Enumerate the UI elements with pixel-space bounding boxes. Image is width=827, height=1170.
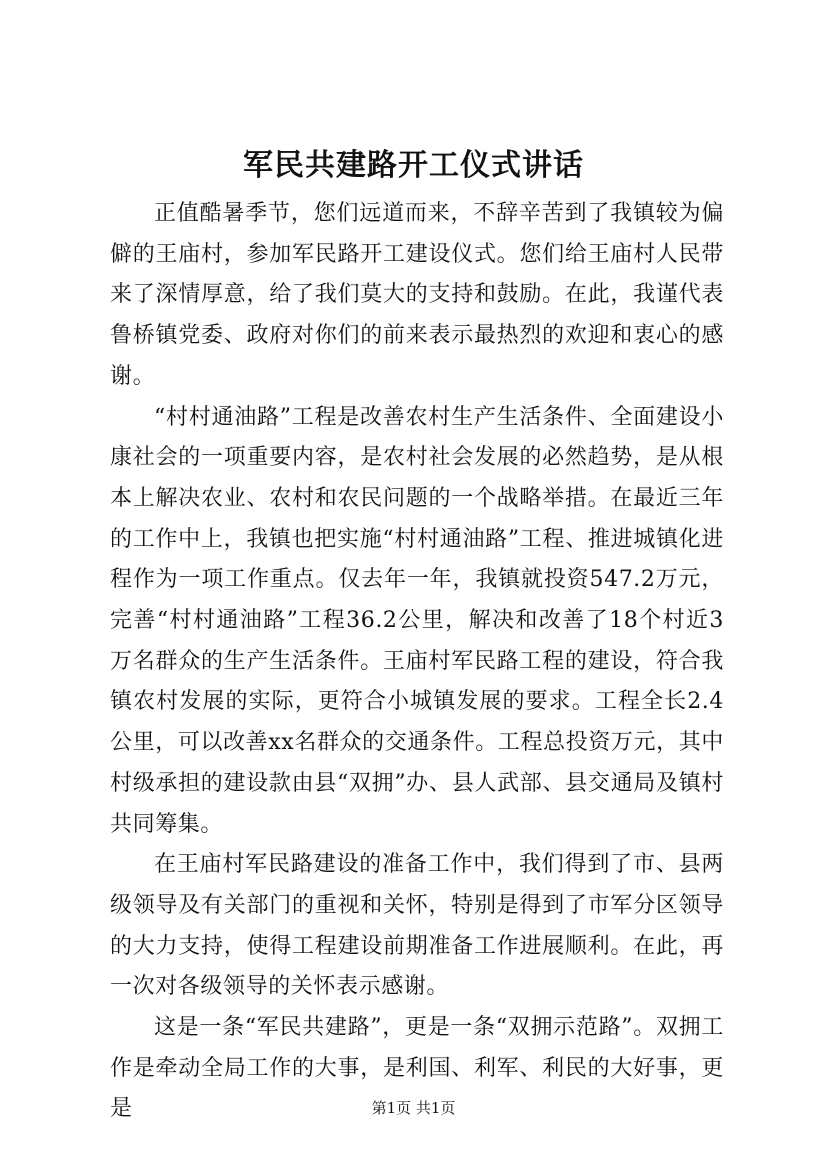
paragraph: “村村通油路”工程是改善农村生产生活条件、全面建设小康社会的一项重要内容，是农村社会发展的必然趋势，是从根本上解决农业、农村和农民问题的一个战略举措。在最近三年的工作中上，我镇也把实施“村村通油路”工程、推进城镇化进程作为一项工作重点。仅去年一年，我镇就投资547.2万元，完善“村村通油路”工程36.2公里，解决和改善了18个村近3万名群众的生产生活条件。王庙村军民路工程的建设，符合我镇农村发展的实际，更符合小城镇发展的要求。工程全长2.4公里，可以改善xx名群众的交通条件。工程总投资万元，其中村级承担的建设款由县“双拥”办、县人武部、县交通局及镇村共同筹集。	[110, 404, 724, 837]
document-title: 军民共建路开工仪式讲话	[243, 148, 584, 183]
paragraph: 在王庙村军民路建设的准备工作中，我们得到了市、县两级领导及有关部门的重视和关怀，特别是得到了市军分区领导的大力支持，使得工程建设前期准备工作进展顺利。在此，再一次对各级领导的关怀表示感谢。	[110, 852, 724, 1000]
page-number-footer: 第1页 共1页	[371, 1099, 456, 1117]
paragraph: 正值酷暑季节，您们远道而来，不辞辛苦到了我镇较为偏僻的王庙村，参加军民路开工建设仪式。您们给王庙村人民带来了深情厚意，给了我们莫大的支持和鼓励。在此，我谨代表鲁桥镇党委、政府对你们的前来表示最热烈的欢迎和衷心的感谢。	[110, 201, 724, 389]
document-body	[110, 194, 724, 1130]
paragraph: 这是一条“军民共建路”，更是一条“双拥示范路”。双拥工作是牵动全局工作的大事，是利国、利军、利民的大好事，更是	[110, 1015, 724, 1122]
